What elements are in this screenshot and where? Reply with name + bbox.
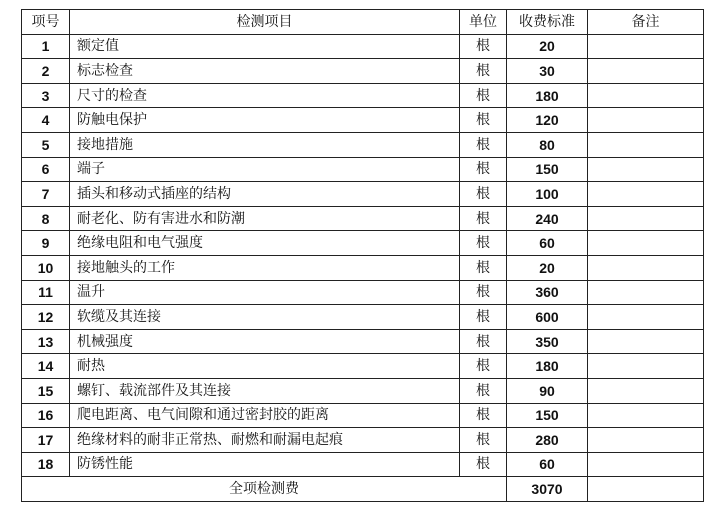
table-row bbox=[22, 157, 704, 182]
row-unit: 根 bbox=[460, 108, 507, 133]
row-unit: 根 bbox=[460, 132, 507, 157]
row-item: 耐热 bbox=[70, 354, 460, 379]
row-no: 9 bbox=[22, 231, 70, 256]
row-unit: 根 bbox=[460, 182, 507, 207]
row-unit: 根 bbox=[460, 428, 507, 453]
row-fee: 350 bbox=[507, 329, 588, 354]
row-note bbox=[588, 280, 704, 305]
row-item: 标志检查 bbox=[70, 59, 460, 84]
row-item: 软缆及其连接 bbox=[70, 305, 460, 330]
row-no: 16 bbox=[22, 403, 70, 428]
row-fee: 280 bbox=[507, 428, 588, 453]
row-item: 接地措施 bbox=[70, 132, 460, 157]
total-note bbox=[588, 477, 704, 502]
row-no: 1 bbox=[22, 34, 70, 59]
row-note bbox=[588, 157, 704, 182]
row-no: 17 bbox=[22, 428, 70, 453]
header-no: 项号 bbox=[22, 10, 70, 35]
table-row bbox=[22, 280, 704, 305]
row-fee: 120 bbox=[507, 108, 588, 133]
row-no: 18 bbox=[22, 452, 70, 477]
row-item: 耐老化、防有害进水和防潮 bbox=[70, 206, 460, 231]
row-fee: 80 bbox=[507, 132, 588, 157]
row-fee: 240 bbox=[507, 206, 588, 231]
row-note bbox=[588, 329, 704, 354]
row-no: 10 bbox=[22, 255, 70, 280]
row-note bbox=[588, 231, 704, 256]
row-item: 绝缘电阻和电气强度 bbox=[70, 231, 460, 256]
header-unit: 单位 bbox=[460, 10, 507, 35]
row-note bbox=[588, 255, 704, 280]
row-no: 5 bbox=[22, 132, 70, 157]
table-row bbox=[22, 403, 704, 428]
row-note bbox=[588, 378, 704, 403]
row-no: 11 bbox=[22, 280, 70, 305]
row-item: 机械强度 bbox=[70, 329, 460, 354]
row-note bbox=[588, 452, 704, 477]
row-item: 尺寸的检查 bbox=[70, 83, 460, 108]
table-row bbox=[22, 354, 704, 379]
row-fee: 20 bbox=[507, 255, 588, 280]
row-note bbox=[588, 182, 704, 207]
row-note bbox=[588, 83, 704, 108]
row-fee: 90 bbox=[507, 378, 588, 403]
table-row bbox=[22, 34, 704, 59]
row-note bbox=[588, 206, 704, 231]
row-no: 13 bbox=[22, 329, 70, 354]
row-item: 端子 bbox=[70, 157, 460, 182]
row-unit: 根 bbox=[460, 157, 507, 182]
row-unit: 根 bbox=[460, 329, 507, 354]
table-row bbox=[22, 83, 704, 108]
row-fee: 150 bbox=[507, 157, 588, 182]
table-row bbox=[22, 132, 704, 157]
row-no: 6 bbox=[22, 157, 70, 182]
table-row bbox=[22, 305, 704, 330]
row-note bbox=[588, 132, 704, 157]
row-unit: 根 bbox=[460, 354, 507, 379]
row-note bbox=[588, 305, 704, 330]
row-fee: 180 bbox=[507, 83, 588, 108]
row-item: 插头和移动式插座的结构 bbox=[70, 182, 460, 207]
row-fee: 360 bbox=[507, 280, 588, 305]
table-row bbox=[22, 428, 704, 453]
row-unit: 根 bbox=[460, 305, 507, 330]
total-row bbox=[22, 477, 704, 502]
row-item: 额定值 bbox=[70, 34, 460, 59]
row-fee: 20 bbox=[507, 34, 588, 59]
row-note bbox=[588, 354, 704, 379]
row-unit: 根 bbox=[460, 206, 507, 231]
row-item: 防锈性能 bbox=[70, 452, 460, 477]
table-row bbox=[22, 59, 704, 84]
table-row bbox=[22, 329, 704, 354]
row-fee: 30 bbox=[507, 59, 588, 84]
header-item: 检测项目 bbox=[70, 10, 460, 35]
table-row bbox=[22, 108, 704, 133]
row-no: 15 bbox=[22, 378, 70, 403]
row-unit: 根 bbox=[460, 255, 507, 280]
row-no: 2 bbox=[22, 59, 70, 84]
row-unit: 根 bbox=[460, 83, 507, 108]
row-unit: 根 bbox=[460, 280, 507, 305]
row-item: 螺钉、载流部件及其连接 bbox=[70, 378, 460, 403]
row-item: 防触电保护 bbox=[70, 108, 460, 133]
row-fee: 60 bbox=[507, 231, 588, 256]
table-body bbox=[22, 34, 704, 477]
row-no: 7 bbox=[22, 182, 70, 207]
total-fee: 3070 bbox=[507, 477, 588, 502]
row-item: 爬电距离、电气间隙和通过密封胶的距离 bbox=[70, 403, 460, 428]
row-fee: 600 bbox=[507, 305, 588, 330]
header-note: 备注 bbox=[588, 10, 704, 35]
fee-table bbox=[21, 9, 704, 502]
row-no: 3 bbox=[22, 83, 70, 108]
row-fee: 100 bbox=[507, 182, 588, 207]
row-note bbox=[588, 108, 704, 133]
row-unit: 根 bbox=[460, 452, 507, 477]
row-unit: 根 bbox=[460, 403, 507, 428]
row-unit: 根 bbox=[460, 231, 507, 256]
row-no: 4 bbox=[22, 108, 70, 133]
row-no: 12 bbox=[22, 305, 70, 330]
total-label: 全项检测费 bbox=[22, 477, 507, 502]
table-row bbox=[22, 231, 704, 256]
table-row bbox=[22, 182, 704, 207]
table-row bbox=[22, 255, 704, 280]
row-unit: 根 bbox=[460, 378, 507, 403]
table-row bbox=[22, 206, 704, 231]
row-note bbox=[588, 59, 704, 84]
table-row bbox=[22, 378, 704, 403]
row-item: 绝缘材料的耐非正常热、耐燃和耐漏电起痕 bbox=[70, 428, 460, 453]
row-no: 8 bbox=[22, 206, 70, 231]
row-note bbox=[588, 403, 704, 428]
row-fee: 150 bbox=[507, 403, 588, 428]
row-item: 温升 bbox=[70, 280, 460, 305]
row-no: 14 bbox=[22, 354, 70, 379]
row-note bbox=[588, 428, 704, 453]
row-fee: 180 bbox=[507, 354, 588, 379]
header-fee: 收费标准 bbox=[507, 10, 588, 35]
row-unit: 根 bbox=[460, 34, 507, 59]
table-row bbox=[22, 452, 704, 477]
row-unit: 根 bbox=[460, 59, 507, 84]
header-row bbox=[22, 10, 704, 35]
row-item: 接地触头的工作 bbox=[70, 255, 460, 280]
row-note bbox=[588, 34, 704, 59]
row-fee: 60 bbox=[507, 452, 588, 477]
